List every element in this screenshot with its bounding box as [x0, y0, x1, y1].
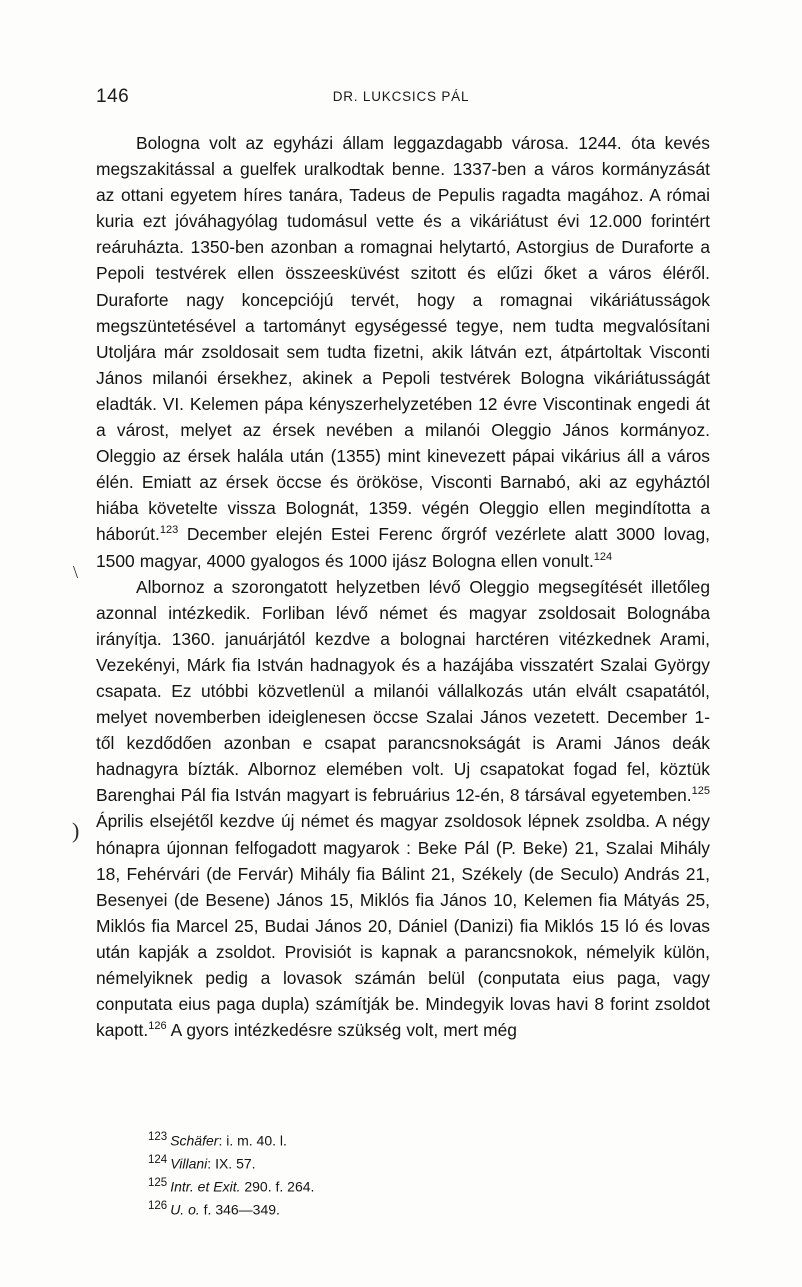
footnote-source: Villani: [170, 1155, 208, 1172]
margin-mark-2: ): [72, 818, 80, 843]
footnote-list: [148, 1128, 648, 1221]
footnote-item: [148, 1174, 648, 1197]
footnote-ref: 124: [593, 550, 613, 563]
footnote-item: [148, 1128, 648, 1151]
footnote-detail: f. 346—349.: [199, 1202, 280, 1219]
footnote-detail: : i. m. 40. l.: [218, 1132, 287, 1149]
footnote-item: [148, 1197, 648, 1220]
footnote-detail: 290. f. 264.: [240, 1178, 315, 1195]
footnote-number: 126: [148, 1200, 168, 1213]
footnote-ref: 123: [159, 524, 179, 537]
body-text: [96, 130, 710, 1043]
footnote-item: [148, 1151, 648, 1174]
footnote-number: 123: [148, 1131, 168, 1143]
running-head: DR. LUKCSICS PÁL: [332, 89, 470, 104]
page-number: 146: [96, 86, 130, 107]
margin-mark-1: \: [73, 562, 79, 582]
paragraph-1: Bologna volt az egyházi állam leggazdagabb városa. 1244. óta kevés megszakitással a guelfek uralkodtak benne. 1337-ben a város kormányzását az ottani egyetem híres tanára, Tadeus de Pepulis ragadta magához. A római kuria ezt jóváhagyólag tudomásul vette és a vikáriátust évi 12.000 forintért reáruházta. 1350-ben azonban a romagnai helytartó, Astorgius de Duraforte a Pepoli testvérek ellen összeesküvést szitott és elűzi őket a város éléről. Duraforte nagy koncepciójú tervét, hogy a romagnai vikáriátusságok megszüntetésével a tartományt egységessé tegye, nem tudta megvalósítani Utoljára már zsoldosait sem tudta fizetni, akik látván ezt, átpártoltak Visconti János milanói érsekhez, akinek a Pepoli testvérek Bologna vikáriátusságát eladták. VI. Kelemen pápa kényszerhelyzetében 12 évre Viscontinak engedi át a várost, melyet az érsek nevében a milanói Oleggio János kormányoz. Oleggio az érsek halála után (1355) mint kinevezett pápai vikárius áll a város élén. Emiatt az érsek öccse és örököse, Visconti Barnabó, aki az egyháztól hiába követelte vissza Bolognát, 1359. végén Oleggio ellen megindította a háborút.$^{123}$ December elején Estei Ferenc őrgróf vezérlete alatt 3000 lovag, 1500 magyar, 4000 gyalogos és 1000 ijász Bologna ellen vonult.$^{124}$: [96, 133, 710, 571]
footnote-detail: : IX. 57.: [207, 1155, 256, 1172]
footnote-source: U. o.: [170, 1202, 200, 1219]
footnote-source: Schäfer: [170, 1132, 219, 1149]
footnote-ref: 125: [691, 785, 710, 798]
footnote-source: Intr. et Exit.: [170, 1178, 241, 1195]
footnote-number: 124: [148, 1154, 168, 1167]
footnote-number: 125: [148, 1177, 168, 1190]
footnote-ref: 126: [148, 1020, 167, 1033]
page-header: [96, 86, 706, 106]
paragraph-2: Albornoz a szorongatott helyzetben lévő Oleggio megsegítését illetőleg azonnal intézkedik. Forliban lévő német és magyar zsoldosait Bolognába irányítja. 1360. januárjától kezdve a bolognai harctéren vitézkednek Arami, Vezekényi, Márk fia István hadnagyok és a hazájába visszatért Szalai György csapata. Ez utóbbi közvetlenül a milanói vállalkozás után elvált csapatától, melyet novemberben ideiglenesen öccse Szalai János vezetett. December 1-től kezdődően azonban e csapat parancsnokságát is Arami János deák hadnagyra bízták. Albornoz elemében volt. Uj csapatokat fogad fel, köztük Barenghai Pál fia István magyart is februárius 12-én, 8 társával egyetemben.$^{125}$ Április elsejétől kezdve új német és magyar zsoldosok lépnek zsoldba. A négy hónapra újonnan felfogadott magyarok : Beke Pál (P. Beke) 21, Szalai Mihály 18, Fehérvári (de Fervár) Mihály fia Bálint 21, Székely (de Seculo) András 21, Besenyei (de Besene) János 15, Miklós fia János 10, Kelemen fia Mátyás 25, Miklós fia Marcel 25, Budai János 20, Dániel (Danizi) fia Miklós 15 ló és lovas után kapják a zsoldot. Provisiót is kapnak a parancsnokok, némelyik külön, némelyiknek pedig a lovasok számán belül (conputata eius paga, vagy conputata eius paga dupla) számítják be. Mindegyik lovas havi 8 forint zsoldot kapott.$^{126}$ A gyors intézkedésre szükség volt, mert még: [96, 576, 710, 1041]
